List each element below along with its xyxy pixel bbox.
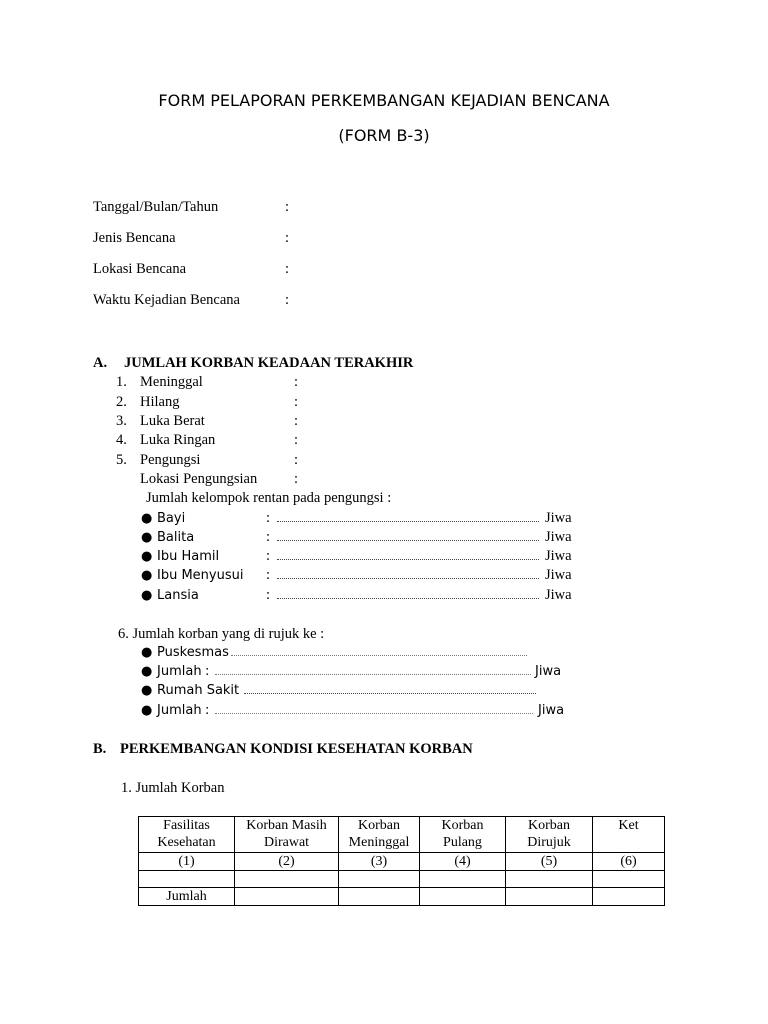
bullet-icon: ● [141,530,153,545]
list-item-number: 3. [116,413,127,429]
item-meninggal-sep: : [294,374,299,390]
rentan-unit: Jiwa [545,587,572,603]
item-luka-berat-label: Luka Berat [140,413,205,429]
fill-line [215,712,533,714]
col-pulang: Korban Pulang [420,817,506,853]
lokasi-pengungsian-label: Lokasi Pengungsian [140,471,258,487]
table-cell[interactable] [235,888,339,906]
section-b-heading: PERKEMBANGAN KONDISI KESEHATAN KORBAN [120,741,473,757]
item-meninggal-label: Meninggal [140,374,203,390]
section-a-heading: JUMLAH KORBAN KEADAAN TERAKHIR [124,355,414,371]
section-b-letter: B. [93,741,107,757]
rujuk-puskesmas-label: Puskesmas [157,645,229,660]
rentan-unit: Jiwa [545,529,572,545]
rujuk-jumlah-label: Jumlah [157,703,202,718]
table-cell[interactable] [593,888,665,906]
item-luka-ringan-sep: : [294,432,299,448]
victims-table [138,816,665,906]
bullet-icon: ● [141,703,153,718]
table-cell[interactable] [593,871,665,888]
fill-line [277,520,539,522]
info-time-sep: : [285,292,290,308]
item-pengungsi-label: Pengungsi [140,452,201,468]
table-number-row [139,853,665,871]
rujuk-heading: 6. Jumlah korban yang di rujuk ke : [118,626,325,642]
list-item-number: 4. [116,432,127,448]
item-hilang-label: Hilang [140,394,180,410]
rentan-sep: : [266,529,271,545]
table-cell[interactable] [506,871,593,888]
bullet-icon: ● [141,568,153,583]
col-number: (5) [506,853,593,871]
item-hilang-sep: : [294,394,299,410]
col-number: (4) [420,853,506,871]
col-meninggal: Korban Meninggal [339,817,420,853]
bullet-icon: ● [141,664,153,679]
fill-line [244,692,536,694]
rentan-balita-label: Balita [157,530,195,545]
info-location-sep: : [285,261,290,277]
fill-line [277,558,539,560]
table-cell[interactable] [420,888,506,906]
rentan-bayi-label: Bayi [157,511,186,526]
rentan-heading: Jumlah kelompok rentan pada pengungsi : [146,490,392,506]
info-type-sep: : [285,230,290,246]
section-b-sub: 1. Jumlah Korban [121,780,225,796]
info-time-label: Waktu Kejadian Bencana [93,292,240,308]
rentan-unit: Jiwa [545,567,572,583]
rentan-sep: : [266,510,271,526]
rentan-sep: : [266,548,271,564]
fill-line [277,597,539,599]
table-cell[interactable] [139,871,235,888]
form-subtitle: (FORM B-3) [338,126,430,145]
item-luka-ringan-label: Luka Ringan [140,432,216,448]
col-number: (1) [139,853,235,871]
table-cell[interactable] [339,871,420,888]
item-luka-berat-sep: : [294,413,299,429]
table-total-row [139,888,665,906]
list-item-number: 2. [116,394,127,410]
section-a-letter: A. [93,355,108,371]
rentan-lansia-label: Lansia [157,588,199,603]
table-cell[interactable] [339,888,420,906]
col-number: (3) [339,853,420,871]
col-number: (2) [235,853,339,871]
rentan-ibu-menyusui-label: Ibu Menyusui [157,568,244,583]
list-item-number: 5. [116,452,127,468]
rujuk-unit: Jiwa [535,664,562,679]
fill-line [277,539,539,541]
bullet-icon: ● [141,549,153,564]
rentan-sep: : [266,567,271,583]
rentan-unit: Jiwa [545,510,572,526]
col-dirujuk: Korban Dirujuk [506,817,593,853]
item-pengungsi-sep: : [294,452,299,468]
rentan-unit: Jiwa [545,548,572,564]
rujuk-jumlah-label: Jumlah [157,664,202,679]
rujuk-rumah-sakit-label: Rumah Sakit [157,683,240,698]
total-label: Jumlah [139,888,235,906]
fill-line [215,673,531,675]
info-date-label: Tanggal/Bulan/Tahun [93,199,219,215]
table-row [139,871,665,888]
bullet-icon: ● [141,588,153,603]
table-cell[interactable] [235,871,339,888]
bullet-icon: ● [141,645,153,660]
rujuk-unit: Jiwa [538,703,565,718]
table-cell[interactable] [420,871,506,888]
info-location-label: Lokasi Bencana [93,261,187,277]
form-title: FORM PELAPORAN PERKEMBANGAN KEJADIAN BENCANA [158,91,610,110]
table-header-row [139,817,665,853]
fill-line [277,577,539,579]
list-item-number: 1. [116,374,127,390]
bullet-icon: ● [141,511,153,526]
bullet-icon: ● [141,683,153,698]
rujuk-sep: : [205,664,210,679]
fill-line [231,654,527,656]
lokasi-pengungsian-sep: : [294,471,299,487]
col-number: (6) [593,853,665,871]
col-masih-dirawat: Korban Masih Dirawat [235,817,339,853]
info-type-label: Jenis Bencana [93,230,176,246]
table-cell[interactable] [506,888,593,906]
info-date-sep: : [285,199,290,215]
rentan-sep: : [266,587,271,603]
rujuk-sep: : [205,703,210,718]
col-fasilitas: Fasilitas Kesehatan [139,817,235,853]
col-ket: Ket [593,817,665,853]
rentan-ibu-hamil-label: Ibu Hamil [157,549,220,564]
